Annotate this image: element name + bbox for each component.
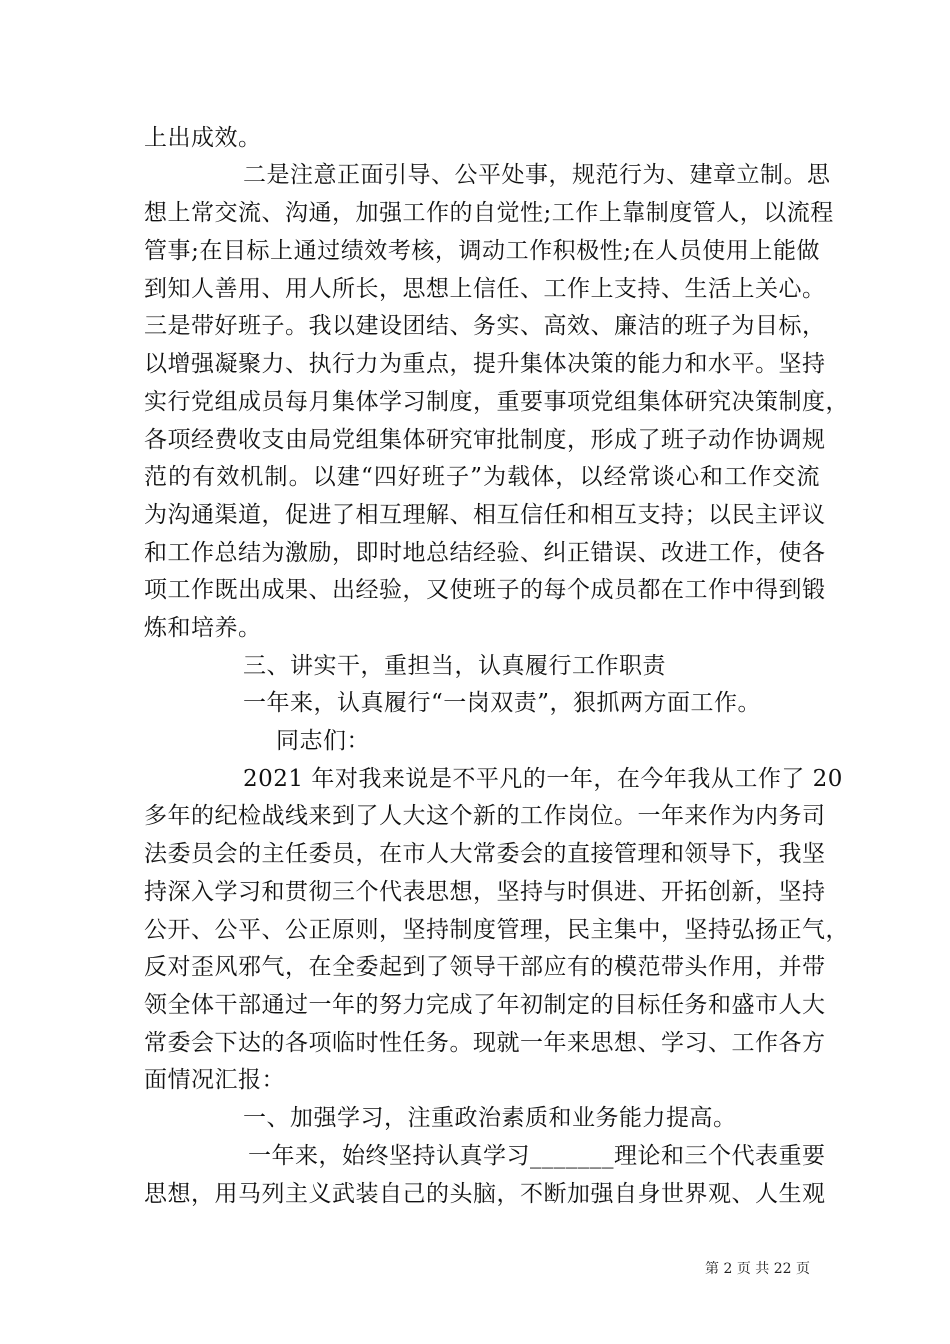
text-line: 范的有效机制。以建“四好班子”为载体，以经常谈心和工作交流 [144,464,820,490]
section-heading: 三、讲实干，重担当，认真履行工作职责 [243,653,666,679]
text-line: 持深入学习和贯彻三个代表思想，坚持与时俱进、开拓创新，坚持 [144,879,826,905]
text-line: 各项经费收支由局党组集体研究审批制度，形成了班子动作协调规 [144,427,826,453]
text-line: 公开、公平、公正原则，坚持制度管理，民主集中，坚持弘扬正气， [144,917,849,943]
text-line: 炼和培养。 [144,615,262,641]
text-line: 法委员会的主任委员，在市人大常委会的直接管理和领导下，我坚 [144,841,826,867]
text-line: 反对歪风邪气，在全委起到了领导干部应有的模范带头作用，并带 [144,954,826,980]
text-line: 三是带好班子。我以建设团结、务实、高效、廉洁的班子为目标， [144,313,826,339]
text-line: 为沟通渠道，促进了相互理解、相互信任和相互支持；以民主评议 [144,502,826,528]
text-line: 一年来，认真履行“一岗双责”，狠抓两方面工作。 [243,690,762,716]
text-line: 想上常交流、沟通，加强工作的自觉性;工作上靠制度管人，以流程 [144,200,834,226]
text-line: 项工作既出成果、出经验，又使班子的每个成员都在工作中得到锻 [144,577,826,603]
text-line: 二是注意正面引导、公平处事，规范行为、建章立制。思 [243,162,831,188]
page-number: 第 2 页 共 22 页 [705,1261,810,1277]
text-line: 和工作总结为激励，即时地总结经验、纠正错误、改进工作，使各 [144,540,826,566]
text-line: 面情况汇报： [144,1067,285,1093]
text-line: 管事;在目标上通过绩效考核，调动工作积极性;在人员使用上能做 [144,238,820,264]
text-line: 领全体干部通过一年的努力完成了年初制定的目标任务和盛市人大 [144,992,826,1018]
text-line: 一年来，始终坚持认真学习_______理论和三个代表重要 [248,1143,826,1169]
text-line: 到知人善用、用人所长，思想上信任、工作上支持、生活上关心。 [144,276,826,302]
salutation: 同志们： [276,728,370,754]
text-line: 以增强凝聚力、执行力为重点，提升集体决策的能力和水平。坚持 [144,351,826,377]
text-line: 多年的纪检战线来到了人大这个新的工作岗位。一年来作为内务司 [144,803,826,829]
text-line: 思想，用马列主义武装自己的头脑，不断加强自身世界观、人生观 [144,1181,826,1207]
text-line: 常委会下达的各项临时性任务。现就一年来思想、学习、工作各方 [144,1030,826,1056]
text-line: 实行党组成员每月集体学习制度，重要事项党组集体研究决策制度， [144,389,849,415]
text-line: 2021 年对我来说是不平凡的一年，在今年我从工作了 20 [243,766,843,792]
text-line: 上出成效。 [144,125,262,151]
section-heading: 一、加强学习，注重政治素质和业务能力提高。 [243,1105,737,1131]
